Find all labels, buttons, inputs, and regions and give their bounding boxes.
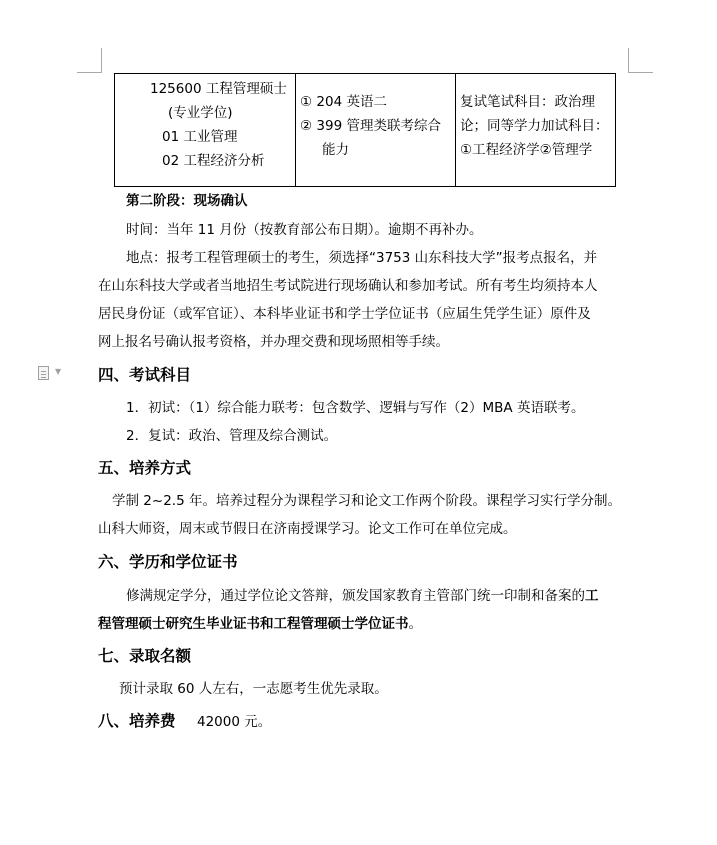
section-heading: 四、考试科目 [98, 366, 192, 384]
crop-mark [77, 72, 102, 73]
stage2-place-line: 地点：报考工程管理硕士的考生，须选择“3753 山东科技大学”报考点报名，并 [126, 250, 598, 266]
training-line: 山科大师资，周末或节假日在济南授课学习。论文工作可在单位完成。 [98, 521, 517, 537]
certificate-text: 修满规定学分，通过学位论文答辩，颁发国家教育主管部门统一印制和备案的 [126, 588, 585, 604]
table-cell-retest [460, 90, 609, 162]
stage2-place-line: 在山东科技大学或者当地招生考试院进行现场确认和参加考试。所有考生均须持本人 [98, 278, 598, 294]
certificate-text: 。 [408, 616, 422, 632]
subjects-table [114, 73, 616, 187]
table-divider [295, 74, 296, 186]
crop-mark [628, 48, 629, 73]
stage2-place-line: 居民身份证（或军官证）、本科毕业证书和学士学位证书（应届生凭学生证）原件及 [98, 306, 591, 322]
document-icon[interactable] [38, 366, 49, 380]
exam-subject-2-cont: 能力 [322, 142, 349, 158]
crop-mark [101, 48, 102, 73]
table-divider [455, 74, 456, 186]
certificate-line [126, 586, 599, 606]
certificate-line [98, 614, 422, 634]
table-cell-program [150, 77, 287, 173]
table-cell-exam-subjects [300, 90, 441, 162]
retest-line-3: ①工程经济学②管理学 [460, 142, 593, 158]
section-heading: 五、培养方式 [98, 459, 192, 477]
section-heading: 六、学历和学位证书 [98, 553, 238, 571]
exam-subject-2: ② 399 管理类联考综合 [300, 118, 441, 134]
exam-subject-1: ① 204 英语二 [300, 94, 387, 110]
enrollment-text: 预计录取 60 人左右，一志愿考生优先录取。 [119, 681, 388, 697]
chevron-down-icon[interactable]: ▼ [55, 367, 62, 376]
stage2-time: 时间：当年 11 月份（按教育部公布日期）。逾期不再补办。 [126, 222, 483, 238]
crop-mark [628, 72, 653, 73]
program-code-line: 125600 工程管理硕士 [150, 81, 287, 97]
certificate-bold-text: 程管理硕士研究生毕业证书和工程管理硕士学位证书 [98, 616, 409, 632]
retest-line-2: 论；同等学力加试科目： [460, 118, 609, 134]
certificate-bold-text: 工 [585, 588, 599, 604]
program-type-line: (专业学位) [168, 105, 233, 121]
stage2-heading: 第二阶段：现场确认 [126, 193, 248, 209]
section-heading: 七、录取名额 [98, 647, 192, 665]
exam-item: 1．初试：（1）综合能力联考：包含数学、逻辑与写作（2）MBA 英语联考。 [126, 400, 585, 416]
retest-line-1: 复试笔试科目：政治理 [460, 94, 595, 110]
tuition-amount: 42000 元。 [197, 714, 272, 730]
program-direction-1: 01 工业管理 [162, 129, 238, 145]
exam-item: 2．复试：政治、管理及综合测试。 [126, 428, 338, 444]
training-line: 学制 2~2.5 年。培养过程分为课程学习和论文工作两个阶段。课程学习实行学分制。 [112, 493, 621, 509]
section-heading: 八、培养费 [98, 712, 176, 730]
stage2-place-line: 网上报名号确认报考资格，并办理交费和现场照相等手续。 [98, 334, 449, 350]
program-direction-2: 02 工程经济分析 [162, 153, 265, 169]
